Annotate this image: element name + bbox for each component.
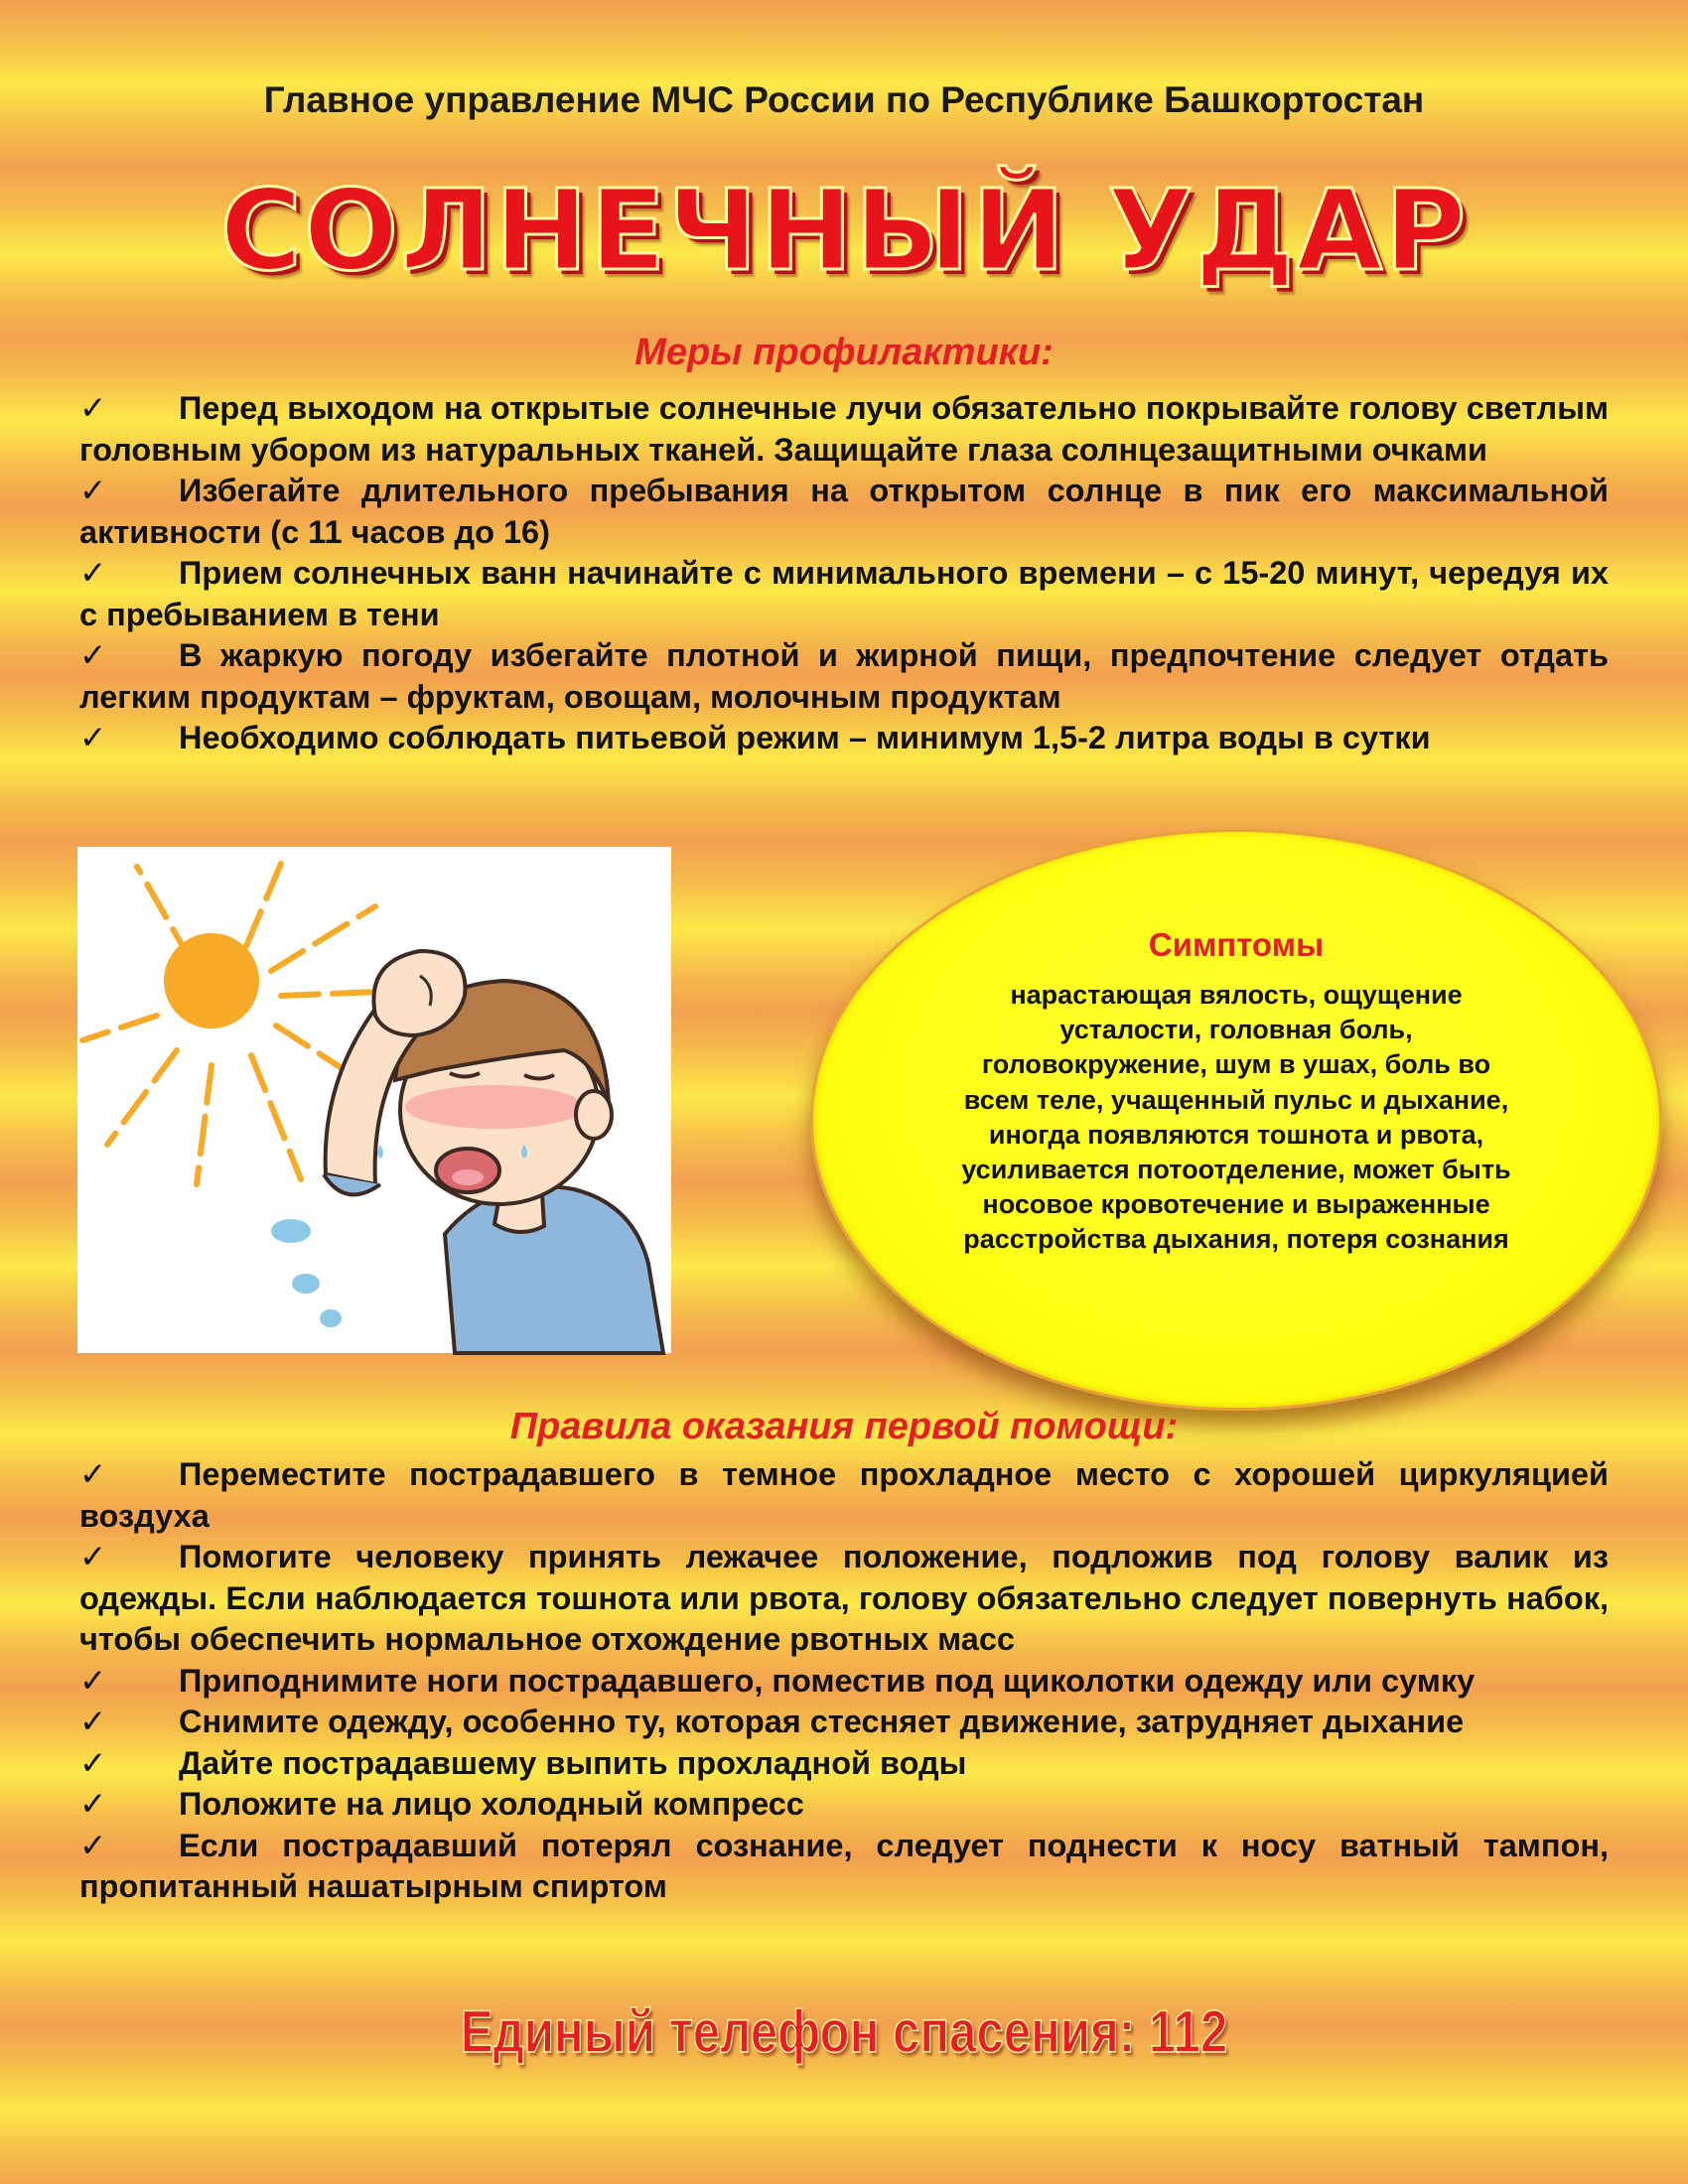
emergency-phone-line: Единый телефон спасения: 112: [460, 1998, 1228, 2065]
list-item: [79, 1743, 1609, 1785]
list-item: [79, 553, 1609, 635]
checkmark-icon: ✓: [79, 1456, 107, 1492]
list-item: [79, 1454, 1609, 1537]
poster-title: СОЛНЕЧНЫЙ УДАР: [219, 167, 1469, 296]
checkmark-icon: ✓: [79, 473, 107, 508]
list-item: [79, 1784, 1609, 1826]
prevention-list: [79, 388, 1609, 759]
checkmark-icon: ✓: [79, 555, 107, 591]
prevention-title: Меры профилактики:: [634, 332, 1054, 373]
checkmark-icon: ✓: [79, 390, 107, 426]
organization-header: Главное управление МЧС России по Республике Башкортостан: [263, 79, 1425, 120]
first-aid-item-3: Приподнимите ноги пострадавшего, поместив под щиколотки одежду или сумку: [179, 1662, 1476, 1699]
first-aid-item-2: Помогите человеку принять лежачее положение, подложив под голову валик из одежды. Если наблюдается тошнота или рвота, голову обязательно следует повернуть набок, чтобы обеспечить нормальное отхождение рвотных масс: [79, 1539, 1609, 1657]
symptoms-text: нарастающая вялость, ощущение усталости, головная боль, головокружение, шум в ушах, боль во всем теле, учащенный пульс и дыхание, иногда появляются тошнота и рвота, усиливается потоотделение, может быть носовое кровотечение и выраженные расстройства дыхания, потеря сознания: [961, 980, 1511, 1255]
first-aid-item-1: Переместите пострадавшего в темное прохладное место с хорошей циркуляцией воздуха: [79, 1456, 1609, 1534]
checkmark-icon: ✓: [79, 1704, 107, 1739]
symptoms-title: Симптомы: [1148, 926, 1325, 963]
checkmark-icon: ✓: [79, 1827, 107, 1863]
list-item: [79, 1702, 1609, 1743]
symptoms-ellipse: [810, 829, 1662, 1411]
list-item: [79, 718, 1609, 759]
first-aid-item-5: Дайте пострадавшему выпить прохладной воды: [179, 1744, 967, 1781]
checkmark-icon: ✓: [79, 1539, 107, 1574]
checkmark-icon: ✓: [79, 637, 107, 673]
list-item: [79, 635, 1609, 718]
prevention-item-1: Перед выходом на открытые солнечные лучи обязательно покрывайте голову светлым головным убором из натуральных тканей. Защищайте глаза солнцезащитными очками: [79, 390, 1609, 468]
overheated-boy-illustration-icon: [77, 847, 671, 1353]
prevention-item-4: В жаркую погоду избегайте плотной и жирной пищи, предпочтение следует отдать легким продуктам – фруктам, овощам, молочным продуктам: [79, 637, 1609, 715]
first-aid-title: Правила оказания первой помощи:: [509, 1406, 1179, 1447]
list-item: [79, 1826, 1609, 1908]
prevention-item-5: Необходимо соблюдать питьевой режим – минимум 1,5-2 литра воды в сутки: [179, 720, 1431, 755]
prevention-item-2: Избегайте длительного пребывания на открытом солнце в пик его максимальной активности (с 11 часов до 16): [79, 473, 1609, 550]
prevention-item-3: Прием солнечных ванн начинайте с минимального времени – с 15-20 минут, чередуя их с пребыванием в тени: [79, 555, 1609, 632]
list-item: [79, 1661, 1609, 1703]
first-aid-item-7: Если пострадавший потерял сознание, следует поднести к носу ватный тампон, пропитанный нашатырным спиртом: [79, 1827, 1609, 1904]
checkmark-icon: ✓: [79, 1662, 107, 1699]
checkmark-icon: ✓: [79, 720, 107, 755]
list-item: [79, 388, 1609, 471]
list-item: [79, 471, 1609, 553]
first-aid-item-6: Положите на лицо холодный компресс: [179, 1786, 804, 1822]
first-aid-list: [79, 1454, 1609, 1908]
list-item: [79, 1537, 1609, 1661]
checkmark-icon: ✓: [79, 1744, 107, 1781]
first-aid-item-4: Снимите одежду, особенно ту, которая стесняет движение, затрудняет дыхание: [179, 1704, 1465, 1739]
checkmark-icon: ✓: [79, 1786, 107, 1822]
